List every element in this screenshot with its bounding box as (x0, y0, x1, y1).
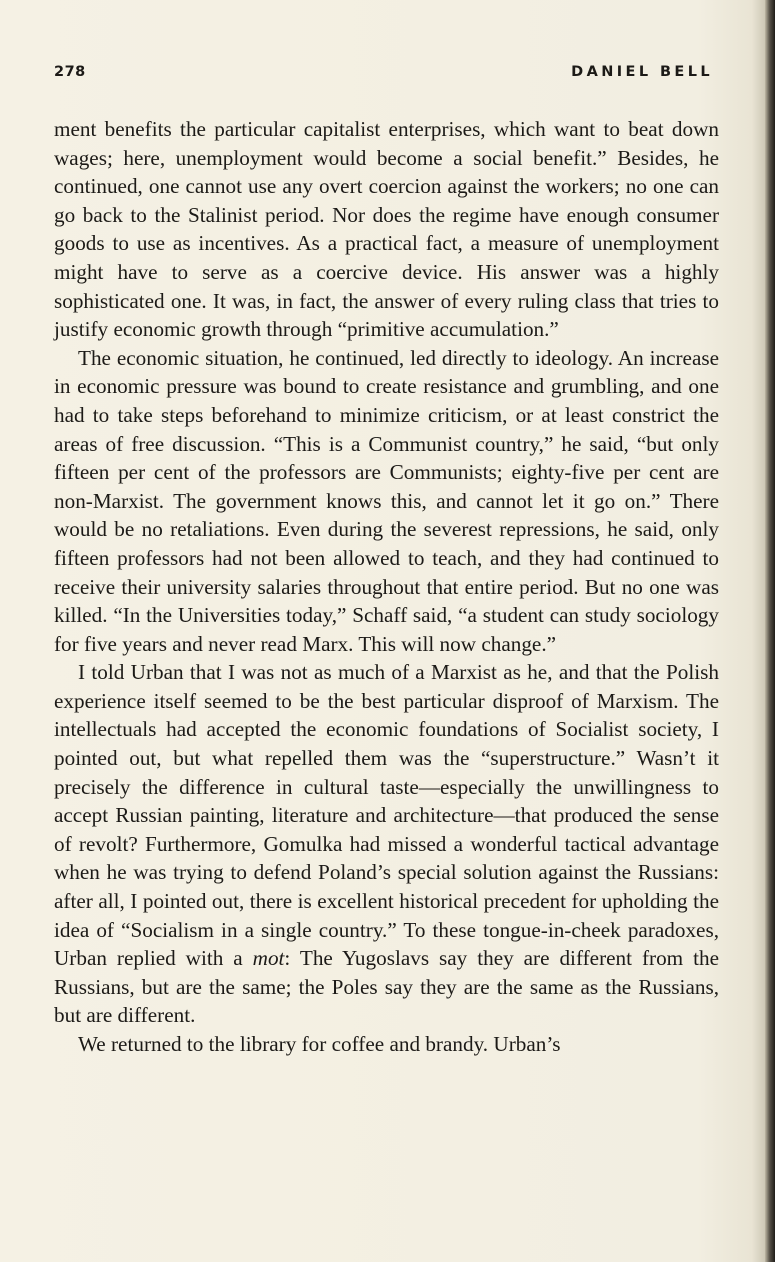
body-text (54, 115, 719, 1059)
paragraph-4: We returned to the library for coffee and brandy. Urban’s (78, 1032, 561, 1056)
page-header (54, 64, 713, 88)
paragraph-1: ment benefits the particular capitalist enterprises, which want to beat down wages; here, unemployment would become a social benefit.” Besides, he continued, one cannot use any overt coercion against the workers; no one can go back to the Stalinist period. Nor does the regime have enough consumer goods to use as incentives. As a practical fact, a measure of unemployment might have to serve as a coercive device. His answer was a highly sophisticated one. It was, in fact, the answer of every ruling class that tries to justify economic growth through “primitive accumulation.” (54, 117, 719, 342)
paragraph-3 (54, 658, 719, 1030)
page-edge-shadow (765, 0, 775, 1262)
paragraph-3-text: I told Urban that I was not as much of a Marxist as he, and that the Polish experience itself seemed to be the best particular disproof of Marxism. The intellectuals had accepted the economic foundations of Socialist society, I pointed out, but what repelled them was the “superstructure.” Wasn’t it precisely the difference in cultural taste—especially the unwillingness to accept Russian painting, literature and architecture—that produced the sense of revolt? Furthermore, Gomulka had missed a wonderful tactical advantage when he was trying to defend Poland’s special solution against the Russians: after all, I pointed out, there is excellent historical precedent for upholding the idea of “Socialism in a single country.” To these tongue-in-cheek paradoxes, Urban replied with a (54, 660, 719, 971)
paragraph-2: The economic situation, he continued, led directly to ideology. An increase in economic pressure was bound to create resistance and grumbling, and one had to take steps beforehand to minimize criticism, or at least constrict the areas of free discussion. “This is a Communist country,” he said, “but only fifteen per cent of the professors are Communists; eighty-five per cent are non-Marxist. The government knows this, and cannot let it go on.” There would be no retaliations. Even during the severest repressions, he said, only fifteen professors had not been allowed to teach, and they had continued to receive their university salaries throughout that entire period. But no one was killed. “In the Universities today,” Schaff said, “a student can study sociology for five years and never read Marx. This will now change.” (54, 345, 719, 656)
paragraph-3-text-end: : The Yugoslavs say they are different from the Russians, but are the same; the Poles say they are the same as the Russians, but are different. (54, 946, 719, 1028)
page-number: 278 (54, 64, 86, 80)
mot-italic: mot (252, 946, 285, 971)
running-head: DANIEL BELL (571, 64, 713, 80)
